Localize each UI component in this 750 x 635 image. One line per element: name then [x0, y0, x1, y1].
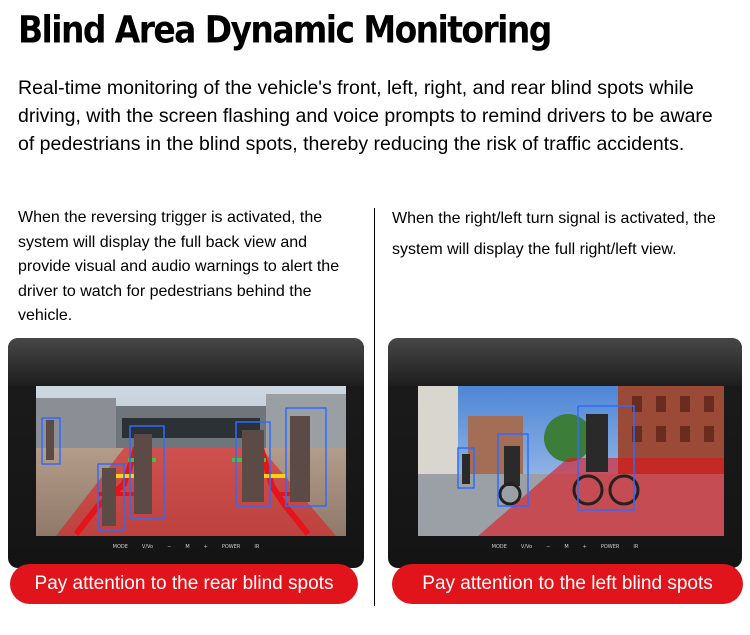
rear-blind-spot-caption: Pay attention to the rear blind spots: [10, 564, 358, 604]
ir-button[interactable]: IR: [254, 544, 260, 550]
left-blind-spot-caption: Pay attention to the left blind spots: [392, 564, 743, 604]
plus-button[interactable]: +: [203, 544, 208, 550]
rear-view-monitor: [8, 338, 364, 568]
menu-button[interactable]: M: [564, 544, 569, 550]
page-title: Blind Area Dynamic Monitoring: [18, 8, 551, 52]
side-camera-screen: [418, 386, 724, 536]
minus-button[interactable]: −: [167, 544, 172, 550]
volume-button[interactable]: V/Vo: [141, 544, 154, 550]
minus-button[interactable]: −: [546, 544, 551, 550]
monitor-sunshade: [8, 338, 364, 386]
mode-button[interactable]: MODE: [112, 544, 128, 550]
menu-button[interactable]: M: [185, 544, 190, 550]
column-divider: [374, 208, 375, 606]
volume-button[interactable]: V/Vo: [520, 544, 533, 550]
plus-button[interactable]: +: [582, 544, 587, 550]
monitor-button-row: [8, 544, 364, 556]
building-left: [418, 386, 458, 478]
mode-button[interactable]: MODE: [491, 544, 507, 550]
rear-camera-screen: [36, 386, 346, 536]
side-view-description: When the right/left turn signal is activated, the system will display the full right/left view.: [392, 210, 716, 258]
power-button[interactable]: POWER: [600, 544, 620, 550]
monitor-sunshade: [388, 338, 742, 386]
power-button[interactable]: POWER: [221, 544, 241, 550]
monitor-button-row: [388, 544, 742, 556]
tree: [544, 414, 592, 462]
side-camera-scene: [418, 386, 724, 536]
side-view-monitor: [388, 338, 742, 568]
rear-view-description: When the reversing trigger is activated, the system will display the full back view and provide visual and audio warnings to alert the driver to watch for pedestrians behind the vehicle.: [18, 209, 340, 324]
ir-button[interactable]: IR: [633, 544, 639, 550]
rear-camera-scene: [36, 386, 346, 536]
intro-paragraph: Real-time monitoring of the vehicle's front, left, right, and rear blind spots while driving, with the screen flashing and voice prompts to remind drivers to be aware of pedestrians in the blind spots, thereby reducing the risk of traffic accidents.: [18, 77, 713, 155]
